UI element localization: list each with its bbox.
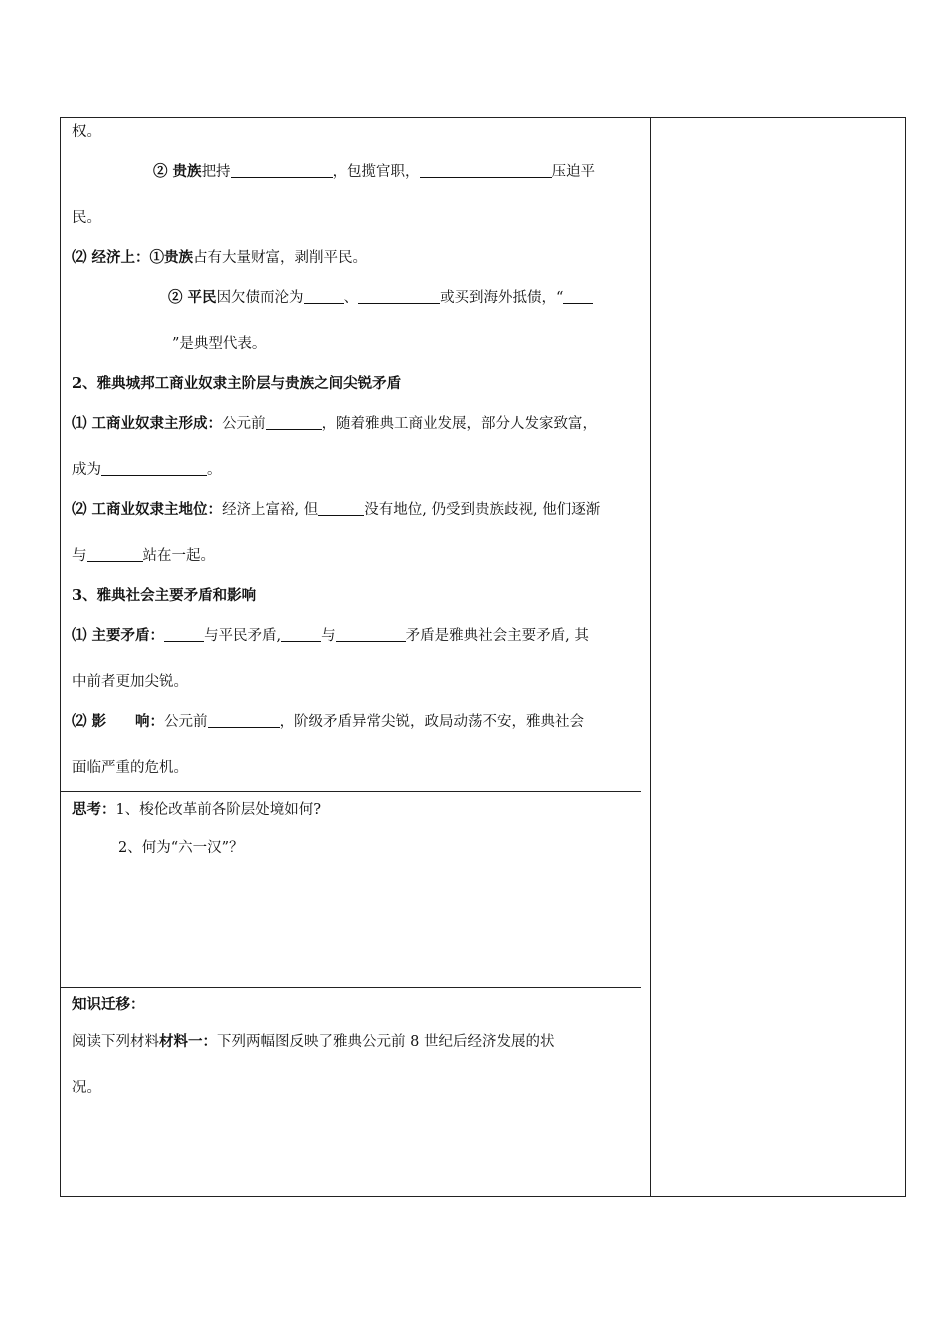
s3-p2-line2: 面临严重的危机。 [72,760,188,776]
fill-blank[interactable] [281,627,321,642]
s2-p2-line1: ⑵ 工商业奴隶主地位：经济上富裕, 但 没有地位, 仍受到贵族歧视, 他们逐渐 [72,501,601,518]
s3-p1-line2: 中前者更加尖锐。 [72,674,188,690]
s3-p1-line1: ⑴ 主要矛盾： 与平民矛盾, 与 矛盾是雅典社会主要矛盾, 其 [72,627,589,644]
s1-line2: ② 贵族把持 ，包揽官职， 压迫平 [153,163,596,180]
fill-blank[interactable] [164,627,204,642]
s1-line1: 权。 [72,124,101,140]
s1-line6: ”是典型代表。 [172,336,267,352]
section2-heading: 2、雅典城邦工商业奴隶主阶层与贵族之间尖锐矛盾 [72,375,402,392]
column-divider [650,117,651,1197]
transfer-line1: 阅读下列材料材料一：下列两幅图反映了雅典公元前 8 世纪后经济发展的状 [72,1033,555,1050]
fill-blank[interactable] [304,289,344,304]
fill-blank[interactable] [420,163,552,178]
section-divider [61,791,641,792]
fill-blank[interactable] [336,627,406,642]
section-divider [61,987,641,988]
section3-heading: 3、雅典社会主要矛盾和影响 [72,587,257,604]
transfer-heading: 知识迁移： [72,996,145,1013]
fill-blank[interactable] [231,163,333,178]
s2-p2-line2: 与 站在一起。 [72,548,215,564]
think-q1: 思考：1、梭伦改革前各阶层处境如何? [72,801,321,818]
s3-p2-line1: ⑵ 影 响：公元前 ，阶级矛盾异常尖锐，政局动荡不安，雅典社会 [72,713,585,730]
fill-blank[interactable] [266,415,322,430]
fill-blank[interactable] [563,289,593,304]
fill-blank[interactable] [101,461,207,476]
transfer-line2: 况。 [72,1080,101,1096]
s1-line5: ② 平民因欠债而沦为 、 或买到海外抵债，“ [168,288,593,308]
think-q2: 2、何为“六一汉”？ [118,840,244,856]
s2-p1-line1: ⑴ 工商业奴隶主形成：公元前 ，随着雅典工商业发展，部分人发家致富， [72,415,598,432]
s2-p1-line2: 成为 。 [72,462,222,478]
s1-line4: ⑵ 经济上：①贵族占有大量财富，剥削平民。 [72,249,368,266]
fill-blank[interactable] [358,289,440,304]
fill-blank[interactable] [208,713,280,728]
noble-label: ② 贵族 [153,163,202,180]
fill-blank[interactable] [87,547,143,562]
think-label: 思考： [72,801,116,818]
s1-line3: 民。 [72,210,101,226]
fill-blank[interactable] [318,501,364,516]
